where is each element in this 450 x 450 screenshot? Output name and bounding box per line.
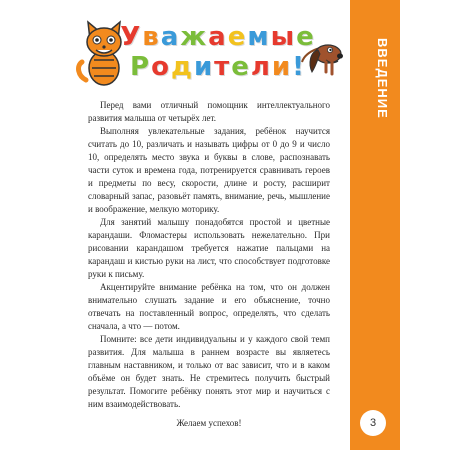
title-letter: и [193, 52, 215, 82]
title-letter: о [151, 52, 171, 82]
title-letter: м [247, 22, 271, 52]
title-letter: д [170, 52, 194, 82]
paragraph: Помните: все дети индивидуальны и у каждого свой темп развития. Для малыша в раннем возрасте вы являетесь главным наставником, и только от вас зависит, что и в каком объёме он будет знать. Не стремитесь получить быстрый результат. Помогите ребёнку понять этот мир и научиться с ним взаимодействовать. [88, 334, 330, 409]
intro-text [88, 99, 330, 430]
paragraph: Акцентируйте внимание ребёнка на том, что он должен внимательно слушать задание и его объяснение, точно отвечать на поставленный вопрос, определять, что сделать сначала, а что — потом. [88, 282, 330, 331]
title-letter: т [214, 52, 232, 82]
title-letter: ж [180, 22, 209, 52]
paragraph: Для занятий малышу понадобятся простой и цветные карандаши. Фломастеры использовать нежелательно. При рисовании карандашом требуется нажатие пальцами на карандаш и кистью руки на лист, что способствует подготовке руки к письму. [88, 217, 330, 279]
title-letter: е [227, 22, 248, 52]
title-letter: в [142, 22, 161, 52]
page-title-line-1 [118, 22, 318, 52]
title-letter: е [296, 22, 316, 52]
title-letter: ! [292, 52, 306, 82]
dog-illustration [296, 32, 344, 82]
title-letter: Р [130, 52, 152, 82]
title-letter: а [208, 22, 228, 52]
page-number: 3 [360, 410, 386, 436]
title-letter: ы [270, 22, 297, 52]
title-letter: У [120, 22, 143, 52]
paragraph: Перед вами отличный помощник интеллектуального развития малыша от четырёх лет. [88, 100, 330, 123]
chapter-tab-label: ВВЕДЕНИЕ [375, 38, 390, 119]
title-letter: л [250, 52, 272, 82]
title-letter: и [271, 52, 293, 82]
paragraph: Выполняя увлекательные задания, ребёнок научится считать до 10, различать и называть цифры от 0 до 9 и число 10, определять место звука и буквы в слове, распознавать части суток и времена года, потренируется сравнивать героев и предметы по весу, скорости, длине и росту, расширит словарный запас, разовьёт память, внимание, речь, мышление и воображение, мелкую моторику. [88, 126, 330, 214]
title-letter: а [160, 22, 181, 52]
closing-text: Желаем успехов! [176, 418, 242, 428]
title-letter: е [231, 52, 251, 82]
page-title-line-2 [118, 52, 318, 82]
